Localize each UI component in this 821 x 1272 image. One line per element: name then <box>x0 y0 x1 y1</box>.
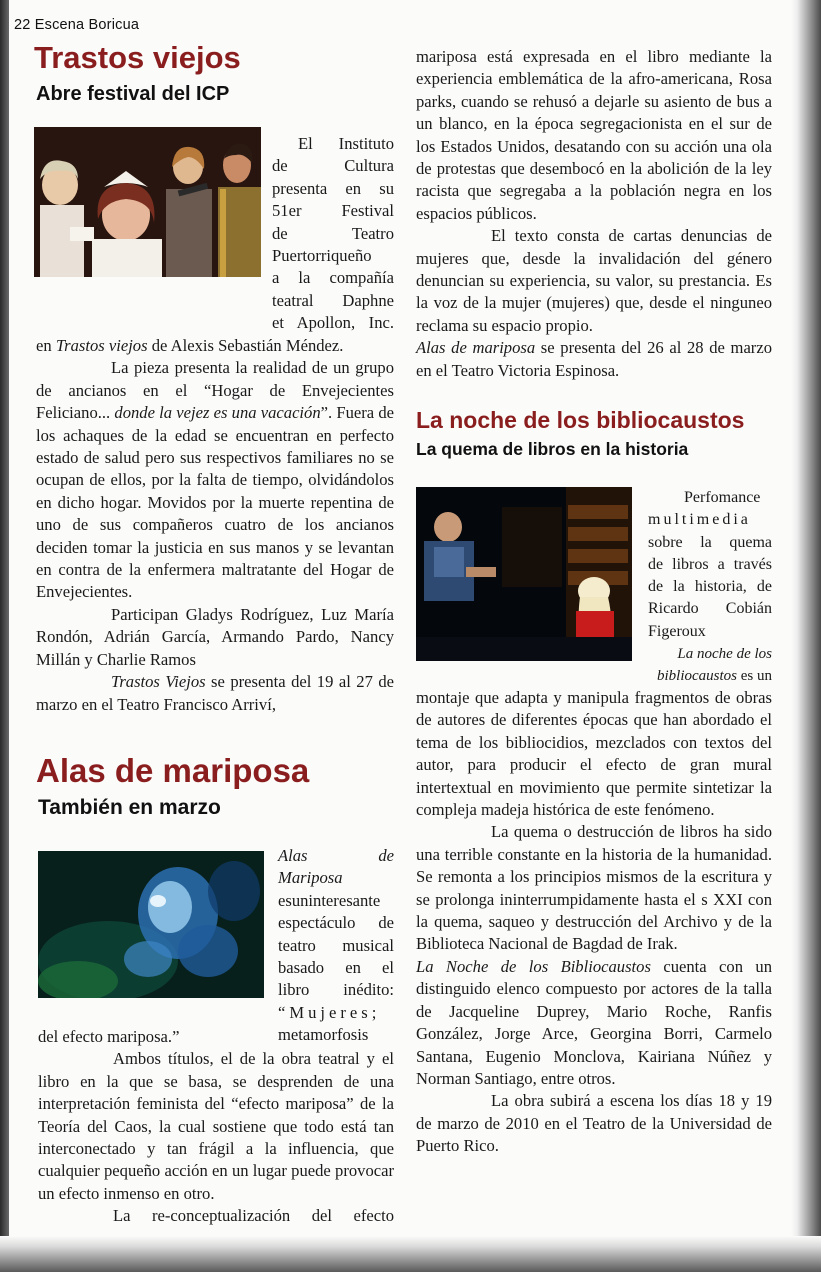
bibliocaustos-paragraph-4: La obra subirá a escena los días 18 y 19 de marzo de 2010 en el Teatro de la Universidad de Puerto Rico. <box>416 1091 772 1156</box>
intro-line: metamorfosis <box>278 1025 369 1045</box>
trastos-intro-end: en Trastos viejos de Alexis Sebastián Méndez. <box>36 336 344 355</box>
alas-intro-column <box>278 845 394 1047</box>
intro-line: Puertorriqueño <box>272 246 372 266</box>
intro-line: Perfomance <box>684 489 761 506</box>
intro-line: et Apollon, Inc. <box>272 313 394 333</box>
page-binding-edge <box>0 0 9 1272</box>
photo-alas-de-mariposa <box>38 851 264 998</box>
trastos-body <box>36 335 394 716</box>
alas-paragraph-5: Alas de mariposa se presenta del 26 al 28 de marzo en el Teatro Victoria Espinosa. <box>416 338 772 380</box>
intro-line: multimedia <box>648 511 751 529</box>
intro-line: teatro musical <box>278 935 394 955</box>
intro-line: teatral Daphne <box>272 290 394 310</box>
trastos-paragraph-4: Trastos Viejos se presenta del 19 al 27 de marzo en el Teatro Francisco Arriví, <box>36 672 394 714</box>
alas-paragraph-2: Ambos títulos, el de la obra teatral y el libro en la que se basa, se desprenden de una interpretación feminista del “efecto mariposa” de la Teoría del Caos, la cual sostiene que todo está tan interconectado y tan frágil a la influencia, que cualquier pequeño acción en un lugar puede provocar un efecto inmenso en otro. <box>38 1049 394 1203</box>
intro-line: esuninteresante <box>278 890 381 910</box>
bibliocaustos-intro-column <box>648 487 772 687</box>
intro-line: Ricardo Cobián <box>648 600 772 618</box>
intro-line: sobre la quema <box>648 533 772 551</box>
photo-bibliocaustos <box>416 487 632 661</box>
alas-intro-end: del efecto mariposa.” <box>38 1027 180 1046</box>
alas-body-right <box>416 46 772 382</box>
page-header: 22 Escena Boricua <box>14 17 140 33</box>
intro-line: espectáculo de <box>278 913 394 933</box>
intro-line: El Instituto <box>298 134 394 153</box>
trastos-paragraph-3: Participan Gladys Rodríguez, Luz María Rondón, Adrián García, Armando Pardo, Nancy Millán y Charlie Ramos <box>36 604 394 669</box>
page-bottom-edge <box>0 1236 821 1272</box>
intro-line: a la compañía <box>272 268 394 288</box>
bibliocaustos-paragraph-1-continued: montaje que adapta y manipula fragmentos de obras de autores de diferentes épocas que han abordado el tema de los bibliocidios, mezclados con textos del autor, para producir el efecto de gran mural intertextual en movimiento que permite sintetizar la compleja madeja histórica de este fenómeno. <box>416 688 772 820</box>
intro-line: “Mujeres; <box>278 1002 381 1022</box>
trastos-intro-column <box>272 133 394 335</box>
intro-italic: La noche de los bibliocaustos es un <box>656 646 772 685</box>
article-title-trastos: Trastos viejos <box>34 40 241 75</box>
article-subtitle-bibliocaustos: La quema de libros en la historia <box>416 439 689 459</box>
page-right-edge <box>791 0 821 1272</box>
intro-line: de la historia, de <box>648 578 772 596</box>
alas-body-left <box>38 1026 394 1228</box>
intro-line: 51er Festival <box>272 201 394 221</box>
alas-paragraph-3-continued: mariposa está expresada en el libro mediante la experiencia emblemática de la afro-americana, Rosa parks, cuando se rehusó a dejarle su asiento de bus a un blanco, en la época segregacionista en el sur de los Estados Unidos, desatando con su acción una ola de protestas que desembocó en la abolición de la ley racista que segregaba a la población negra en los espacios públicos. <box>416 47 772 223</box>
trastos-paragraph-2: La pieza presenta la realidad de un grupo de ancianos en el “Hogar de Envejecientes Feliciano... donde la vejez es una vacación”. Fuera de los achaques de la edad se encuentran en perfecto estado de salud pero sus respectivos familiares no se ocupan de ellos, por la falta de tiempo, olvidándolos en dicho hogar. Movidos por la muerte repentina de uno de sus compañeros cuatro de los ancianos deciden tomar la justicia en sus manos y se levantan en contra de la enfermera maltratante del Hogar de Envejecientes. <box>36 358 394 602</box>
article-subtitle-alas: También en marzo <box>38 796 221 819</box>
intro-line: de Cultura <box>272 156 394 176</box>
intro-line: Alas de Mariposa <box>278 846 394 888</box>
bibliocaustos-paragraph-2: La quema o destrucción de libros ha sido una terrible constante en la historia de la humanidad. Se remonta a los principios mismos de la escritura y se prolonga ininterrumpidamente hasta el s XXI con la quema, saqueo y destrucción del Archivo y de la Biblioteca Nacional de Bagdad de Irak. <box>416 822 772 954</box>
intro-line: presenta en su <box>272 178 394 198</box>
article-title-bibliocaustos: La noche de los bibliocaustos <box>416 407 745 433</box>
intro-line: Figeroux <box>648 622 706 640</box>
intro-line: de libros a través <box>648 555 772 573</box>
article-subtitle-trastos: Abre festival del ICP <box>36 83 230 105</box>
alas-paragraph-4: El texto consta de cartas denuncias de mujeres que, desde la invalidación del género denuncian su experiencia, su valor, su prestancia. Es la voz de la mujer (mujeres) que, desde el ninguneo reclama su espacio propio. <box>416 226 772 335</box>
intro-line: libro inédito: <box>278 980 394 1000</box>
intro-line: de Teatro <box>272 223 394 243</box>
bibliocaustos-body <box>416 687 772 1158</box>
intro-line: basado en el <box>278 958 394 978</box>
photo-trastos-viejos <box>34 127 261 277</box>
alas-paragraph-3-start: La re-conceptualización del efecto <box>113 1206 394 1226</box>
article-title-alas: Alas de mariposa <box>36 752 310 789</box>
bibliocaustos-paragraph-3: La Noche de los Bibliocaustos cuenta con un distinguido elenco compuesto por actores de la talla de Jacqueline Duprey, Mario Roche, Ranfis González, Jorge Arce, Georgina Borri, Carmelo Santana, Eugenio Monclova, Kairiana Núñez y Norman Santiago, entre otros. <box>416 956 772 1088</box>
